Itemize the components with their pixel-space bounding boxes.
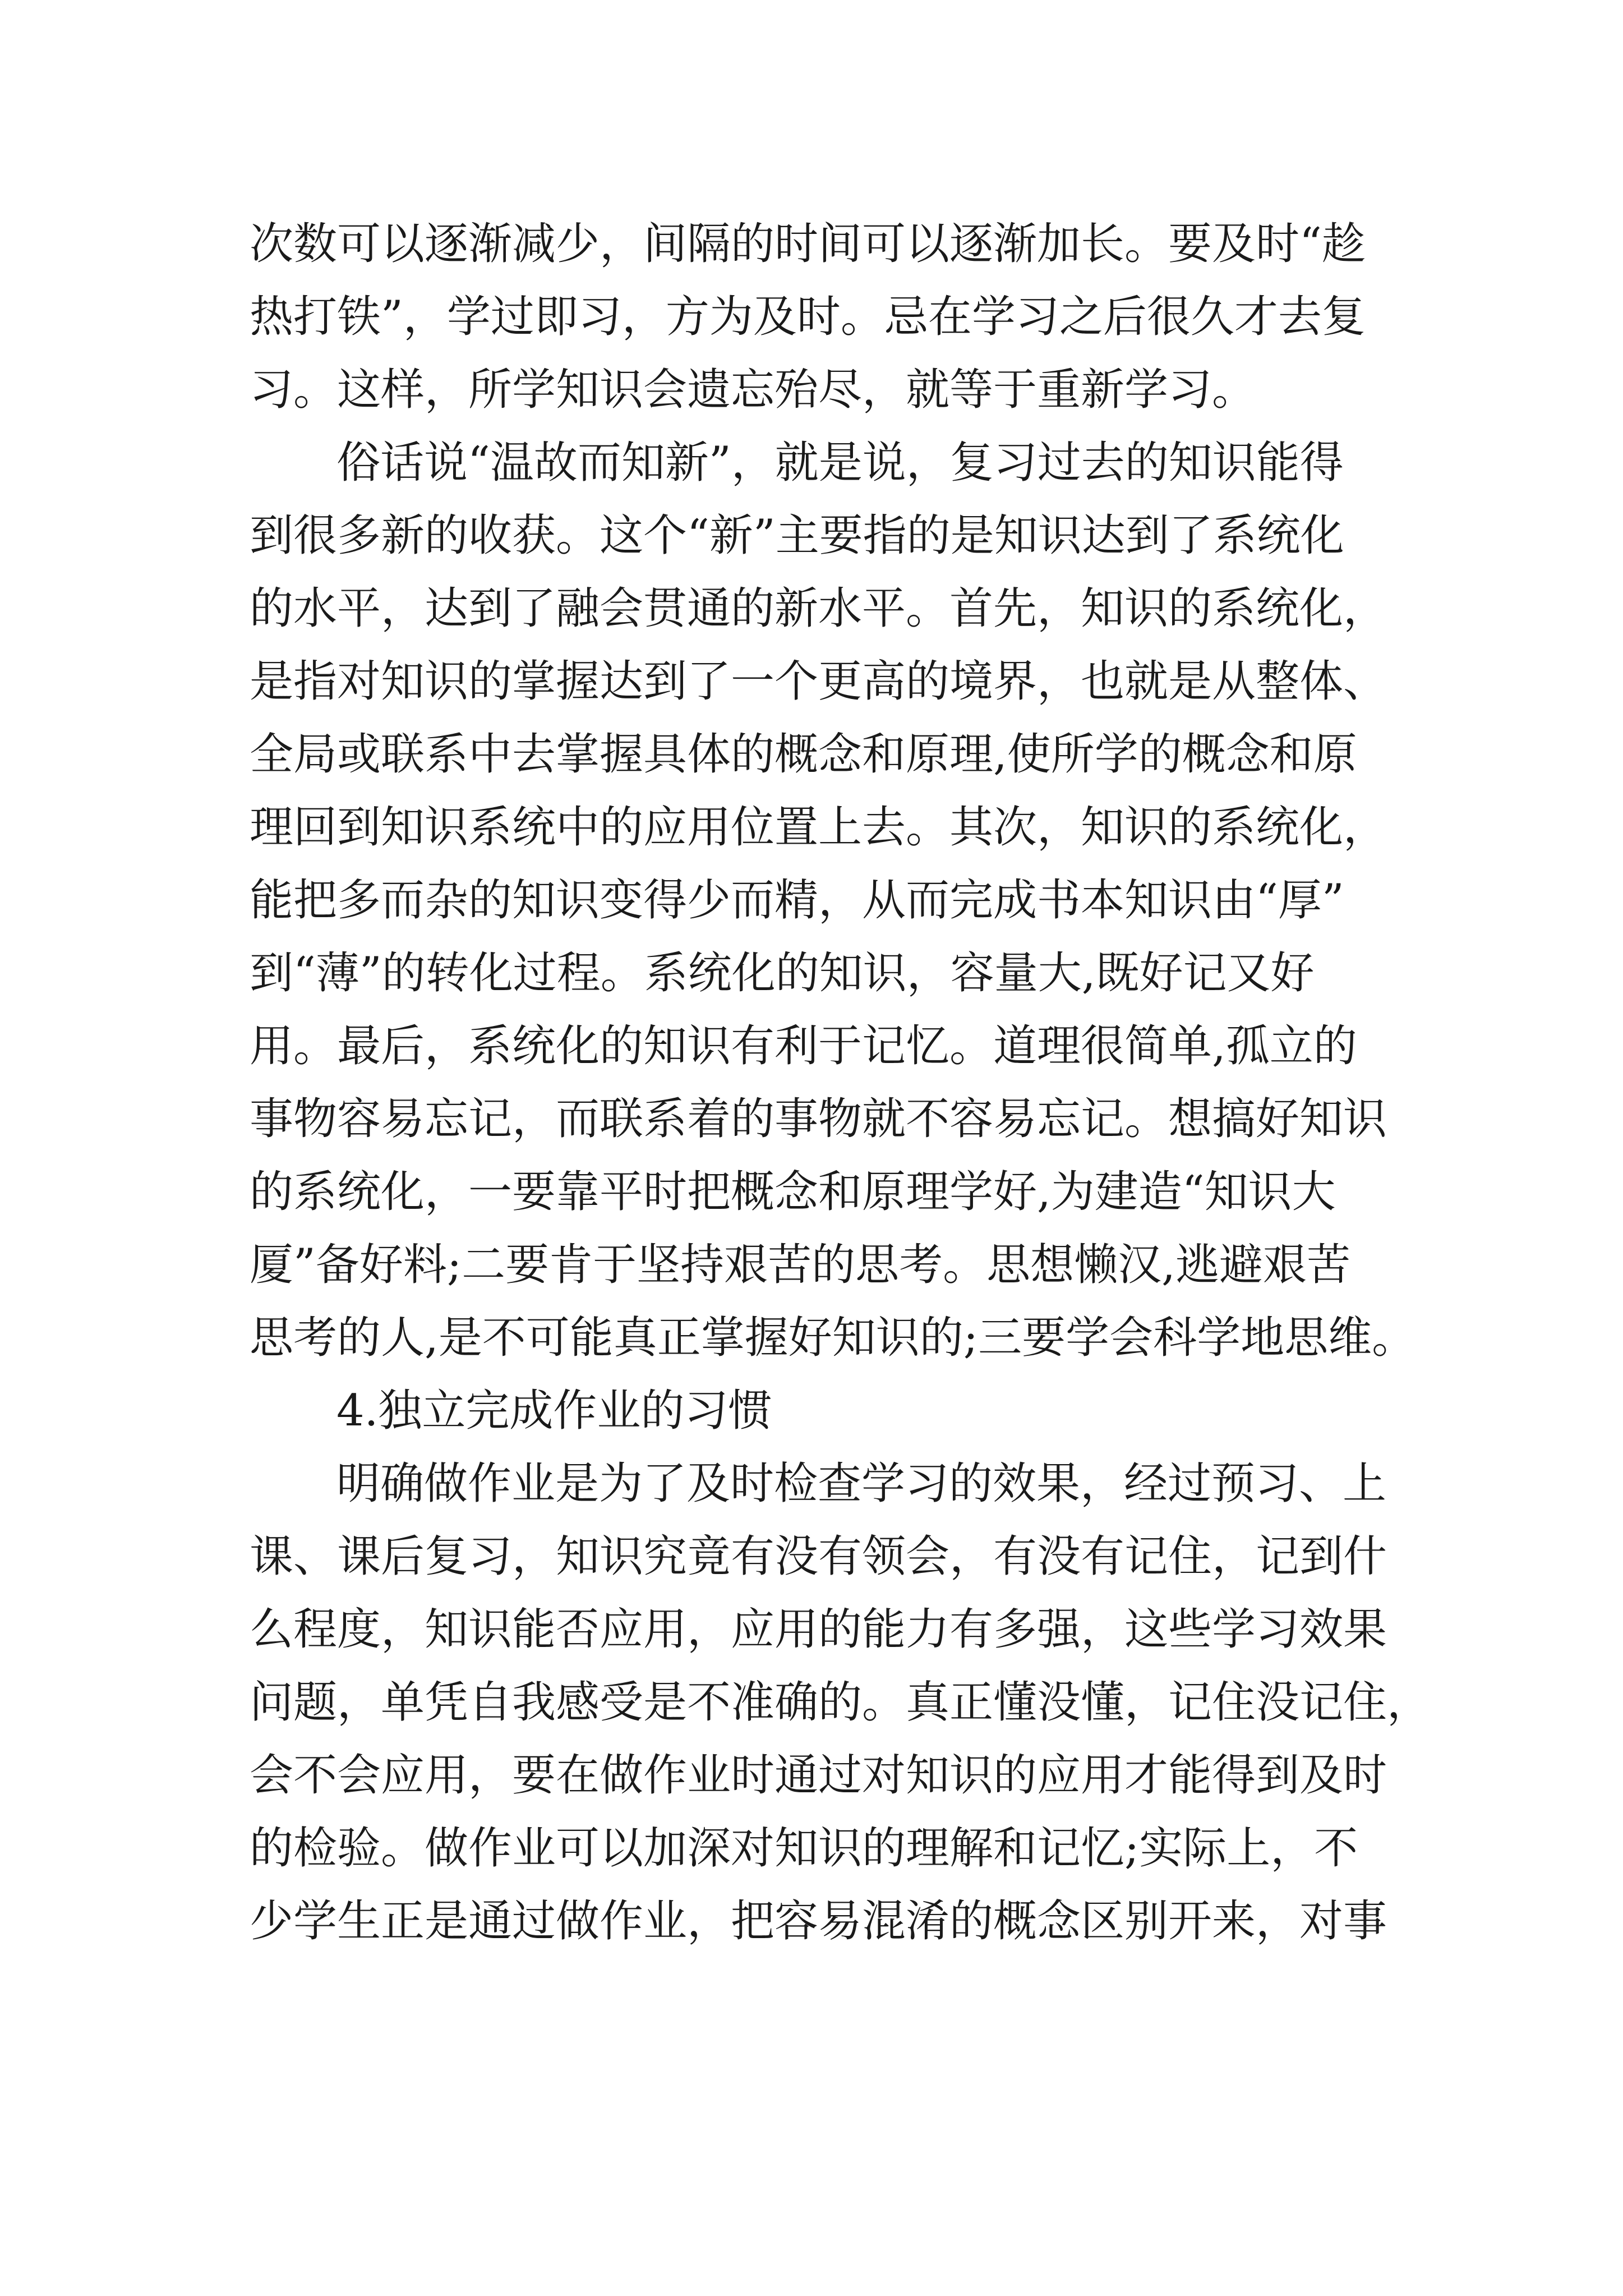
text-line: 热打铁”，学过即习，方为及时。忌在学习之后很久才去复: [250, 292, 1366, 342]
text-line: 课、课后复习，知识究竟有没有领会，有没有记住，记到什: [250, 1531, 1387, 1582]
text-line: 的水平，达到了融会贯通的新水平。首先，知识的系统化，: [250, 583, 1387, 634]
text-line: 么程度，知识能否应用，应用的能力有多强，这些学习效果: [250, 1604, 1387, 1655]
text-line: 会不会应用，要在做作业时通过对知识的应用才能得到及时: [250, 1750, 1387, 1801]
section-heading: 4.独立完成作业的习惯: [336, 1386, 772, 1436]
text-line: 全局或联系中去掌握具体的概念和原理,使所学的概念和原: [250, 729, 1357, 780]
text-line: 是指对知识的掌握达到了一个更高的境界，也就是从整体、: [250, 656, 1387, 707]
text-line: 到很多新的收获。这个“新”主要指的是知识达到了系统化: [250, 510, 1344, 561]
text-line: 的检验。做作业可以加深对知识的理解和记忆;实际上，不: [250, 1823, 1358, 1874]
text-line: 厦”备好料;二要肯于坚持艰苦的思考。思想懒汉,逃避艰苦: [250, 1240, 1350, 1290]
text-line: 思考的人,是不可能真正掌握好知识的;三要学会科学地思维。: [250, 1313, 1416, 1363]
text-line: 习。这样，所学知识会遗忘殆尽，就等于重新学习。: [250, 365, 1256, 415]
text-line: 问题，单凭自我感受是不准确的。真正懂没懂，记住没记住，: [250, 1677, 1431, 1728]
text-line: 用。最后，系统化的知识有利于记忆。道理很简单,孤立的: [250, 1021, 1357, 1071]
text-line: 少学生正是通过做作业，把容易混淆的概念区别开来，对事: [250, 1896, 1387, 1947]
text-line: 事物容易忘记，而联系着的事物就不容易忘记。想搞好知识: [250, 1094, 1387, 1144]
text-line: 能把多而杂的知识变得少而精，从而完成书本知识由“厚”: [250, 875, 1344, 926]
text-line: 到“薄”的转化过程。系统化的知识，容量大,既好记又好: [250, 948, 1315, 999]
paragraph-first-line: 明确做作业是为了及时检查学习的效果，经过预习、上: [336, 1458, 1387, 1509]
paragraph-first-line: 俗话说“温故而知新”，就是说，复习过去的知识能得: [336, 438, 1344, 488]
text-line: 次数可以逐渐减少，间隔的时间可以逐渐加长。要及时“趁: [250, 219, 1366, 269]
text-line: 的系统化，一要靠平时把概念和原理学好,为建造“知识大: [250, 1167, 1336, 1217]
text-line: 理回到知识系统中的应用位置上去。其次，知识的系统化，: [250, 802, 1387, 853]
